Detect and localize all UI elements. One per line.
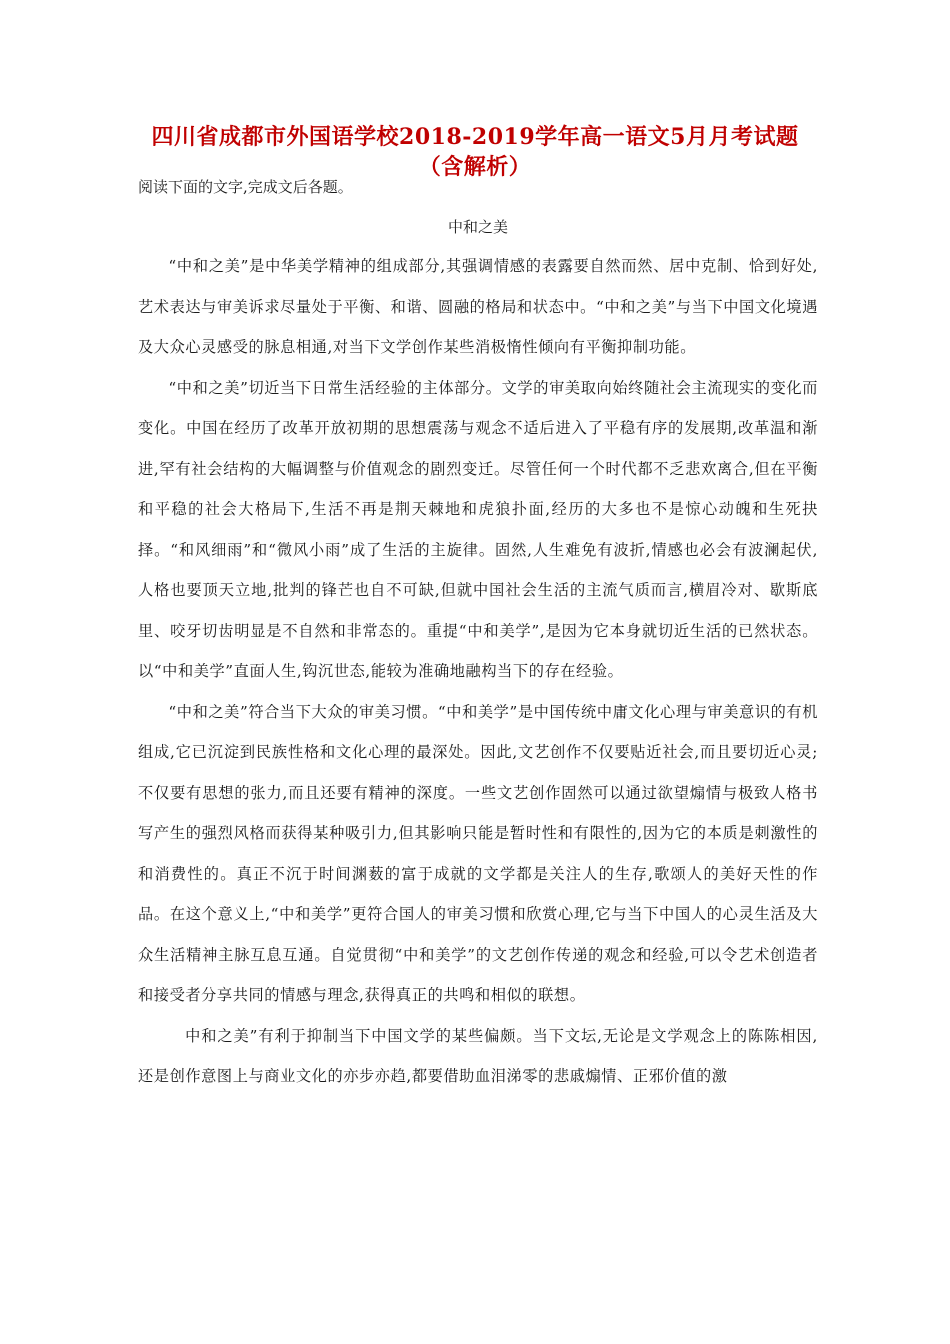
article-heading: 中和之美 <box>447 218 508 236</box>
reading-instruction: 阅读下面的文字,完成文后各题。 <box>138 178 353 196</box>
paragraph-1: “中和之美”是中华美学精神的组成部分,其强调情感的表露要自然而然、居中克制、恰到好处,艺术表达与审美诉求尽量处于平衡、和谐、圆融的格局和状态中。“中和之美”与当下中国文化境遇及大众心灵感受的脉息相通,对当下文学创作某些消极惰性倾向有平衡抑制功能。 <box>138 257 818 356</box>
paragraph-4: 中和之美”有利于抑制当下中国文学的某些偏颇。当下文坛,无论是文学观念上的陈陈相因,还是创作意图上与商业文化的亦步亦趋,都要借助血泪涕零的悲戚煽情、正邪价值的激 <box>138 1026 818 1085</box>
paragraph-3: “中和之美”符合当下大众的审美习惯。“中和美学”是中国传统中庸文化心理与审美意识的有机组成,它已沉淀到民族性格和文化心理的最深处。因此,文艺创作不仅要贴近社会,而且要切近心灵;不仅要有思想的张力,而且还要有精神的深度。一些文艺创作固然可以通过欲望煽情与极致人格书写产生的强烈风格而获得某种吸引力,但其影响只能是暂时性和有限性的,因为它的本质是刺激性的和消费性的。真正不沉于时间渊薮的富于成就的文学都是关注人的生存,歌颂人的美好天性的作品。在这个意义上,“中和美学”更符合国人的审美习惯和欣赏心理,它与当下中国人的心灵生活及大众生活精神主脉互息互通。自觉贯彻“中和美学”的文艺创作传递的观念和经验,可以令艺术创造者和接受者分享共同的情感与理念,获得真正的共鸣和相似的联想。 <box>138 702 818 1004</box>
article-body <box>138 246 818 1097</box>
document-title: 四川省成都市外国语学校2018-2019学年高一语文5月月考试题（含解析） <box>151 124 799 180</box>
paragraph-2: “中和之美”切近当下日常生活经验的主体部分。文学的审美取向始终随社会主流现实的变化而变化。中国在经历了改革开放初期的思想震荡与观念不适后进入了平稳有序的发展期,改革温和渐进,罕有社会结构的大幅调整与价值观念的剧烈变迁。尽管任何一个时代都不乏悲欢离合,但在平衡和平稳的社会大格局下,生活不再是荆天棘地和虎狼扑面,经历的大多也不是惊心动魄和生死抉择。“和风细雨”和“微风小雨”成了生活的主旋律。固然,人生难免有波折,情感也必会有波澜起伏,人格也要顶天立地,批判的锋芒也自不可缺,但就中国社会生活的主流气质而言,横眉冷对、歇斯底里、咬牙切齿明显是不自然和非常态的。重提“中和美学”,是因为它本身就切近生活的已然状态。以“中和美学”直面人生,钩沉世态,能较为准确地融构当下的存在经验。 <box>138 378 818 680</box>
